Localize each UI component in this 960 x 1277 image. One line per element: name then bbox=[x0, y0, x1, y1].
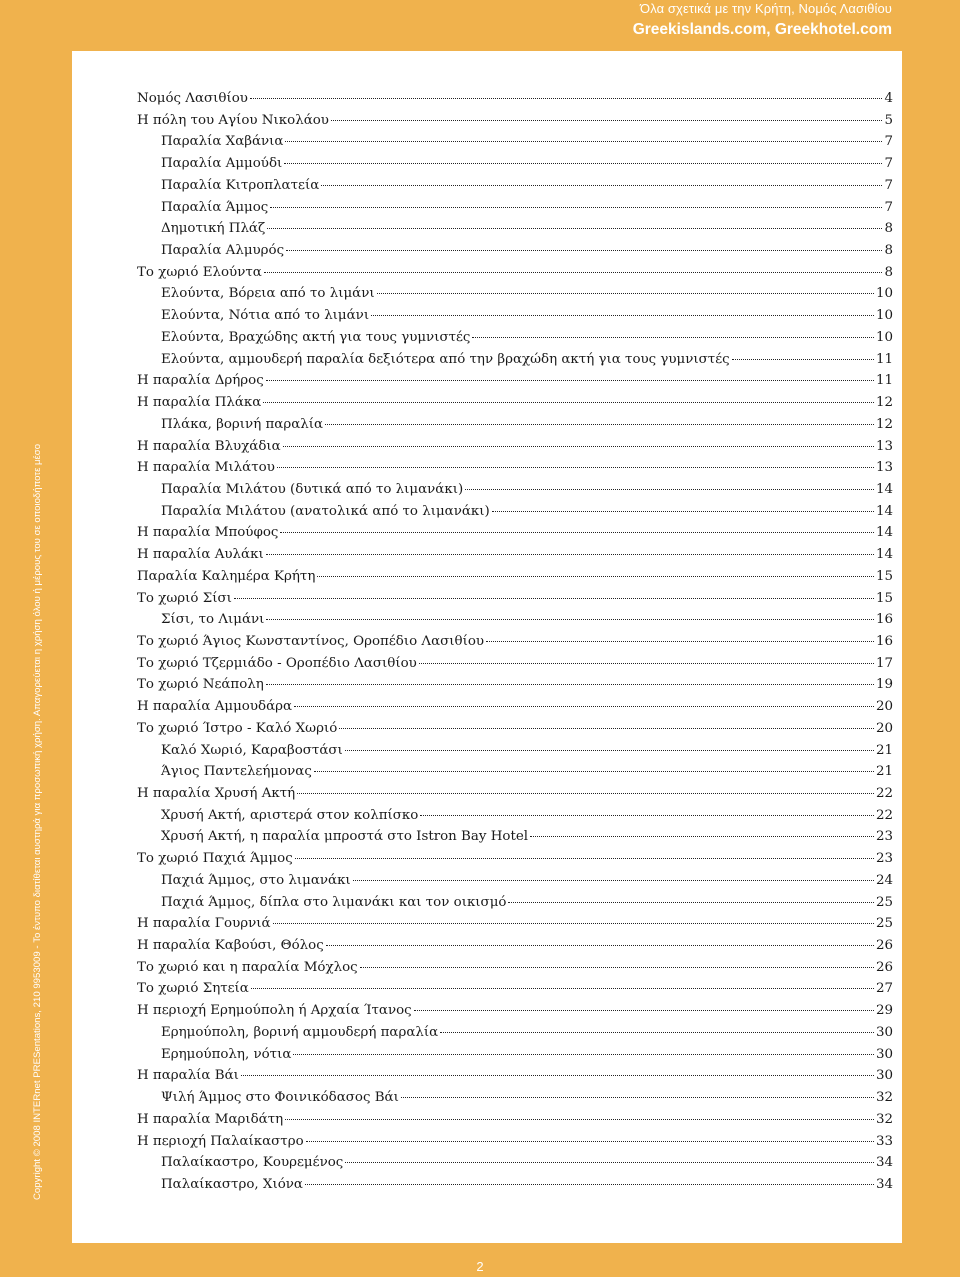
toc-entry[interactable] bbox=[137, 352, 893, 374]
toc-entry-title: Καλό Χωριό, Καραβοστάσι bbox=[161, 742, 343, 758]
header-subtitle: Όλα σχετικά με την Κρήτη, Νομός Λασιθίου bbox=[640, 1, 892, 16]
toc-entry-title: Το χωριό Νεάπολη bbox=[137, 677, 264, 693]
toc-entry-title: Ελούντα, Βόρεια από το λιμάνι bbox=[161, 286, 375, 302]
toc-entry-title: Ελούντα, Νότια από το λιμάνι bbox=[161, 308, 370, 324]
toc-entry-page: 14 bbox=[875, 525, 893, 541]
toc-entry[interactable] bbox=[137, 395, 893, 417]
toc-dot-leader bbox=[251, 988, 874, 989]
toc-entry-title: Το χωριό Τζερμιάδο - Οροπέδιο Λασιθίου bbox=[137, 655, 417, 671]
toc-entry[interactable] bbox=[137, 1112, 893, 1134]
toc-entry[interactable] bbox=[137, 221, 893, 243]
toc-entry-page: 13 bbox=[875, 460, 893, 476]
toc-entry[interactable] bbox=[137, 960, 893, 982]
toc-entry[interactable] bbox=[137, 286, 893, 308]
toc-dot-leader bbox=[353, 880, 874, 881]
toc-entry[interactable] bbox=[137, 200, 893, 222]
toc-dot-leader bbox=[314, 771, 874, 772]
toc-entry-title: Η παραλία Αυλάκι bbox=[137, 547, 264, 563]
toc-entry[interactable] bbox=[137, 417, 893, 439]
toc-dot-leader bbox=[465, 489, 874, 490]
toc-dot-leader bbox=[339, 728, 874, 729]
toc-entry-page: 8 bbox=[884, 221, 893, 237]
toc-entry-title: Παλαίκαστρο, Χιόνα bbox=[161, 1176, 303, 1192]
toc-entry-page: 34 bbox=[875, 1176, 893, 1192]
toc-entry[interactable] bbox=[137, 895, 893, 917]
toc-dot-leader bbox=[280, 532, 874, 533]
toc-entry-page: 32 bbox=[875, 1090, 893, 1106]
toc-dot-leader bbox=[270, 207, 882, 208]
toc-entry[interactable] bbox=[137, 1025, 893, 1047]
toc-entry[interactable] bbox=[137, 612, 893, 634]
toc-dot-leader bbox=[294, 706, 874, 707]
toc-entry[interactable] bbox=[137, 569, 893, 591]
toc-entry-page: 14 bbox=[875, 481, 893, 497]
toc-entry-page: 23 bbox=[875, 851, 893, 867]
toc-dot-leader bbox=[234, 598, 874, 599]
toc-entry-title: Το χωριό Σητεία bbox=[137, 981, 249, 997]
toc-dot-leader bbox=[371, 315, 874, 316]
toc-entry-page: 30 bbox=[875, 1046, 893, 1062]
toc-dot-leader bbox=[285, 1119, 874, 1120]
toc-dot-leader bbox=[297, 793, 874, 794]
toc-dot-leader bbox=[286, 250, 882, 251]
toc-entry-title: Το χωριό Ελούντα bbox=[137, 264, 262, 280]
toc-dot-leader bbox=[401, 1097, 874, 1098]
toc-dot-leader bbox=[263, 402, 874, 403]
toc-dot-leader bbox=[321, 185, 882, 186]
toc-entry[interactable] bbox=[137, 721, 893, 743]
toc-entry-page: 15 bbox=[875, 568, 893, 584]
toc-dot-leader bbox=[508, 902, 873, 903]
toc-entry[interactable] bbox=[137, 439, 893, 461]
toc-entry-title: Παραλία Χαβάνια bbox=[161, 134, 284, 150]
toc-entry[interactable] bbox=[137, 1090, 893, 1112]
toc-dot-leader bbox=[377, 293, 874, 294]
toc-entry-title: Το χωριό Σίσι bbox=[137, 590, 232, 606]
toc-dot-leader bbox=[326, 945, 874, 946]
toc-entry-title: Παραλία Καλημέρα Κρήτη bbox=[137, 568, 316, 584]
toc-entry-page: 21 bbox=[875, 764, 893, 780]
toc-entry[interactable] bbox=[137, 113, 893, 135]
toc-entry-page: 12 bbox=[875, 416, 893, 432]
toc-entry-page: 21 bbox=[875, 742, 893, 758]
toc-entry-title: Το χωριό και η παραλία Μόχλος bbox=[137, 959, 358, 975]
toc-entry-page: 4 bbox=[884, 91, 893, 106]
toc-entry[interactable] bbox=[137, 1068, 893, 1090]
toc-dot-leader bbox=[273, 923, 874, 924]
toc-dot-leader bbox=[360, 967, 874, 968]
toc-entry-title: Η παραλία Δρήρος bbox=[137, 373, 264, 389]
toc-entry-title: Παραλία Μιλάτου (δυτικά από το λιμανάκι) bbox=[161, 481, 464, 497]
toc-entry[interactable] bbox=[137, 656, 893, 678]
header-site-name: Greekislands.com, Greekhotel.com bbox=[632, 21, 892, 38]
toc-dot-leader bbox=[530, 836, 874, 837]
toc-entry-title: Η παραλία Βάι bbox=[137, 1068, 239, 1084]
toc-entry[interactable] bbox=[137, 808, 893, 830]
toc-entry-page: 15 bbox=[875, 590, 893, 606]
toc-entry-page: 10 bbox=[875, 329, 893, 345]
toc-entry[interactable] bbox=[137, 634, 893, 656]
toc-entry[interactable] bbox=[137, 981, 893, 1003]
toc-dot-leader bbox=[250, 98, 883, 99]
toc-entry-page: 27 bbox=[875, 981, 893, 997]
toc-entry-page: 19 bbox=[875, 677, 893, 693]
toc-entry-page: 16 bbox=[875, 612, 893, 628]
toc-entry[interactable] bbox=[137, 265, 893, 287]
toc-entry-page: 5 bbox=[884, 112, 893, 128]
toc-entry-title: Η παραλία Πλάκα bbox=[137, 395, 262, 411]
toc-entry[interactable] bbox=[137, 243, 893, 265]
toc-entry-page: 24 bbox=[875, 872, 893, 888]
toc-entry-page: 14 bbox=[875, 547, 893, 563]
toc-dot-leader bbox=[306, 1141, 874, 1142]
toc-dot-leader bbox=[295, 858, 874, 859]
toc-entry-title: Πλάκα, βορινή παραλία bbox=[161, 416, 324, 432]
toc-entry[interactable] bbox=[137, 460, 893, 482]
toc-entry-title: Η πόλη του Αγίου Νικολάου bbox=[137, 112, 329, 128]
toc-entry[interactable] bbox=[137, 851, 893, 873]
toc-entry-title: Παλαίκαστρο, Κουρεμένος bbox=[161, 1155, 344, 1171]
content-page bbox=[72, 51, 902, 1243]
toc-entry-page: 34 bbox=[875, 1155, 893, 1171]
toc-entry-title: Ερημούπολη, νότια bbox=[161, 1046, 292, 1062]
toc-entry[interactable] bbox=[137, 308, 893, 330]
toc-entry-title: Η παραλία Μαριδάτη bbox=[137, 1111, 284, 1127]
toc-entry[interactable] bbox=[137, 134, 893, 156]
toc-entry-title: Νομός Λασιθίου bbox=[137, 91, 248, 106]
toc-dot-leader bbox=[277, 467, 874, 468]
toc-dot-leader bbox=[420, 815, 874, 816]
toc-dot-leader bbox=[331, 120, 883, 121]
toc-dot-leader bbox=[284, 163, 882, 164]
toc-entry-title: Η παραλία Βλυχάδια bbox=[137, 438, 281, 454]
toc-dot-leader bbox=[241, 1075, 874, 1076]
toc-entry-title: Ελούντα, αμμουδερή παραλία δεξιότερα από την βραχώδη ακτή για τους γυμνιστές bbox=[161, 351, 730, 367]
toc-entry-page: 22 bbox=[875, 807, 893, 823]
toc-entry[interactable] bbox=[137, 1047, 893, 1069]
toc-entry-page: 23 bbox=[875, 829, 893, 845]
toc-dot-leader bbox=[293, 1054, 874, 1055]
toc-dot-leader bbox=[264, 272, 883, 273]
toc-dot-leader bbox=[317, 576, 874, 577]
toc-entry[interactable] bbox=[137, 1134, 893, 1156]
toc-entry[interactable] bbox=[137, 482, 893, 504]
toc-entry[interactable] bbox=[137, 91, 893, 113]
toc-entry-title: Παραλία Αλμυρός bbox=[161, 243, 285, 259]
toc-entry-title: Παραλία Άμμος bbox=[161, 199, 269, 215]
toc-entry-title: Το χωριό Ίστρο - Καλό Χωριό bbox=[137, 720, 338, 736]
toc-entry-title: Η παραλία Γουρνιά bbox=[137, 916, 271, 932]
toc-entry[interactable] bbox=[137, 938, 893, 960]
toc-entry-page: 10 bbox=[875, 308, 893, 324]
toc-dot-leader bbox=[305, 1184, 874, 1185]
toc-entry-page: 17 bbox=[875, 655, 893, 671]
toc-entry-title: Η παραλία Αμμουδάρα bbox=[137, 699, 293, 715]
toc-entry[interactable] bbox=[137, 743, 893, 765]
toc-entry-page: 11 bbox=[875, 373, 893, 389]
toc-entry-title: Χρυσή Ακτή, αριστερά στον κολπίσκο bbox=[161, 807, 419, 823]
toc-dot-leader bbox=[419, 663, 874, 664]
toc-entry-title: Η παραλία Χρυσή Ακτή bbox=[137, 786, 296, 801]
toc-entry[interactable] bbox=[137, 547, 893, 569]
toc-dot-leader bbox=[267, 228, 882, 229]
toc-entry-title: Το χωριό Άγιος Κωνσταντίνος, Οροπέδιο Λασιθίου bbox=[137, 633, 485, 649]
toc-entry[interactable] bbox=[137, 591, 893, 613]
toc-entry-page: 26 bbox=[875, 938, 893, 954]
toc-entry-page: 33 bbox=[875, 1133, 893, 1149]
toc-dot-leader bbox=[266, 684, 874, 685]
toc-entry-page: 13 bbox=[875, 438, 893, 454]
toc-dot-leader bbox=[345, 750, 874, 751]
toc-entry-title: Άγιος Παντελεήμονας bbox=[161, 764, 312, 780]
toc-entry-page: 30 bbox=[875, 1068, 893, 1084]
toc-entry[interactable] bbox=[137, 677, 893, 699]
toc-dot-leader bbox=[472, 337, 874, 338]
toc-entry-page: 20 bbox=[875, 720, 893, 736]
toc-entry[interactable] bbox=[137, 1177, 893, 1199]
toc-entry-title: Η περιοχή Ερημούπολη ή Αρχαία Ίτανος bbox=[137, 1003, 412, 1019]
toc-dot-leader bbox=[285, 141, 882, 142]
toc-entry-title: Σίσι, το Λιμάνι bbox=[161, 612, 265, 628]
toc-dot-leader bbox=[283, 446, 874, 447]
toc-entry-title: Ελούντα, Βραχώδης ακτή για τους γυμνιστές bbox=[161, 329, 471, 345]
toc-dot-leader bbox=[266, 380, 874, 381]
toc-entry-page: 10 bbox=[875, 286, 893, 302]
toc-entry-title: Η περιοχή Παλαίκαστρο bbox=[137, 1133, 304, 1149]
toc-entry-page: 7 bbox=[884, 199, 893, 215]
toc-entry[interactable] bbox=[137, 786, 893, 808]
toc-entry-page: 25 bbox=[875, 916, 893, 932]
toc-entry-title: Παραλία Αμμούδι bbox=[161, 156, 283, 172]
toc-entry-title: Δημοτική Πλάζ bbox=[161, 221, 266, 237]
toc-entry-page: 25 bbox=[875, 894, 893, 910]
toc-entry-title: Παχιά Άμμος, στο λιμανάκι bbox=[161, 872, 351, 888]
toc-entry-page: 7 bbox=[884, 156, 893, 172]
toc-entry-title: Ψιλή Άμμος στο Φοινικόδασος Βάι bbox=[161, 1090, 399, 1106]
toc-entry[interactable] bbox=[137, 525, 893, 547]
toc-entry-page: 7 bbox=[884, 177, 893, 193]
header bbox=[633, 0, 892, 39]
toc-entry-title: Ερημούπολη, βορινή αμμουδερή παραλία bbox=[161, 1024, 439, 1040]
toc-entry-page: 32 bbox=[875, 1111, 893, 1127]
toc-entry[interactable] bbox=[137, 373, 893, 395]
toc-entry-page: 20 bbox=[875, 699, 893, 715]
toc-entry-page: 7 bbox=[884, 134, 893, 150]
toc-dot-leader bbox=[414, 1010, 874, 1011]
toc-entry-page: 29 bbox=[875, 1003, 893, 1019]
toc-dot-leader bbox=[325, 424, 874, 425]
toc-entry-page: 30 bbox=[875, 1024, 893, 1040]
toc-entry-page: 22 bbox=[875, 786, 893, 801]
page-number: 2 bbox=[476, 1259, 484, 1274]
toc-entry-title: Παχιά Άμμος, δίπλα στο λιμανάκι και τον οικισμό bbox=[161, 894, 507, 910]
toc-entry[interactable] bbox=[137, 829, 893, 851]
toc-dot-leader bbox=[732, 359, 874, 360]
toc-dot-leader bbox=[486, 641, 874, 642]
toc-dot-leader bbox=[266, 554, 874, 555]
toc-entry-title: Παραλία Μιλάτου (ανατολικά από το λιμανάκι) bbox=[161, 503, 490, 519]
toc-entry[interactable] bbox=[137, 873, 893, 895]
toc-dot-leader bbox=[492, 511, 874, 512]
toc-entry[interactable] bbox=[137, 330, 893, 352]
toc-entry-title: Η παραλία Καβούσι, Θόλος bbox=[137, 938, 324, 954]
toc-entry-page: 12 bbox=[875, 395, 893, 411]
toc-entry-title: Το χωριό Παχιά Άμμος bbox=[137, 851, 293, 867]
toc-entry-page: 26 bbox=[875, 959, 893, 975]
toc-entry[interactable] bbox=[137, 504, 893, 526]
toc-entry-title: Η παραλία Μπούφος bbox=[137, 525, 279, 541]
copyright-sidebar: Copyright © 2008 INTERnet PRESentations, 210 9953009 - Το έντυπο διατίθεται αυστηρά για προσωπική χρήση. Απαγορεύεται η χρήση όλου ή μέρους του σε οποιοδήποτε μέσο bbox=[32, 443, 43, 1200]
toc-entry[interactable] bbox=[137, 1155, 893, 1177]
toc-entry-page: 8 bbox=[884, 243, 893, 259]
toc-entry[interactable] bbox=[137, 916, 893, 938]
toc-entry-page: 8 bbox=[884, 264, 893, 280]
toc-entry-page: 16 bbox=[875, 633, 893, 649]
toc-entry-page: 14 bbox=[875, 503, 893, 519]
toc-entry[interactable] bbox=[137, 178, 893, 200]
toc-entry[interactable] bbox=[137, 699, 893, 721]
toc-entry-title: Παραλία Κιτροπλατεία bbox=[161, 177, 320, 193]
toc-entry-page: 11 bbox=[875, 351, 893, 367]
toc-dot-leader bbox=[266, 619, 874, 620]
toc-entry[interactable] bbox=[137, 764, 893, 786]
toc-entry-title: Η παραλία Μιλάτου bbox=[137, 460, 275, 476]
toc-entry[interactable] bbox=[137, 156, 893, 178]
toc-dot-leader bbox=[440, 1032, 874, 1033]
toc-entry-title: Χρυσή Ακτή, η παραλία μπροστά στο Istron Bay Hotel bbox=[161, 829, 529, 845]
toc-entry[interactable] bbox=[137, 1003, 893, 1025]
table-of-contents bbox=[137, 91, 893, 1199]
toc-dot-leader bbox=[345, 1162, 874, 1163]
